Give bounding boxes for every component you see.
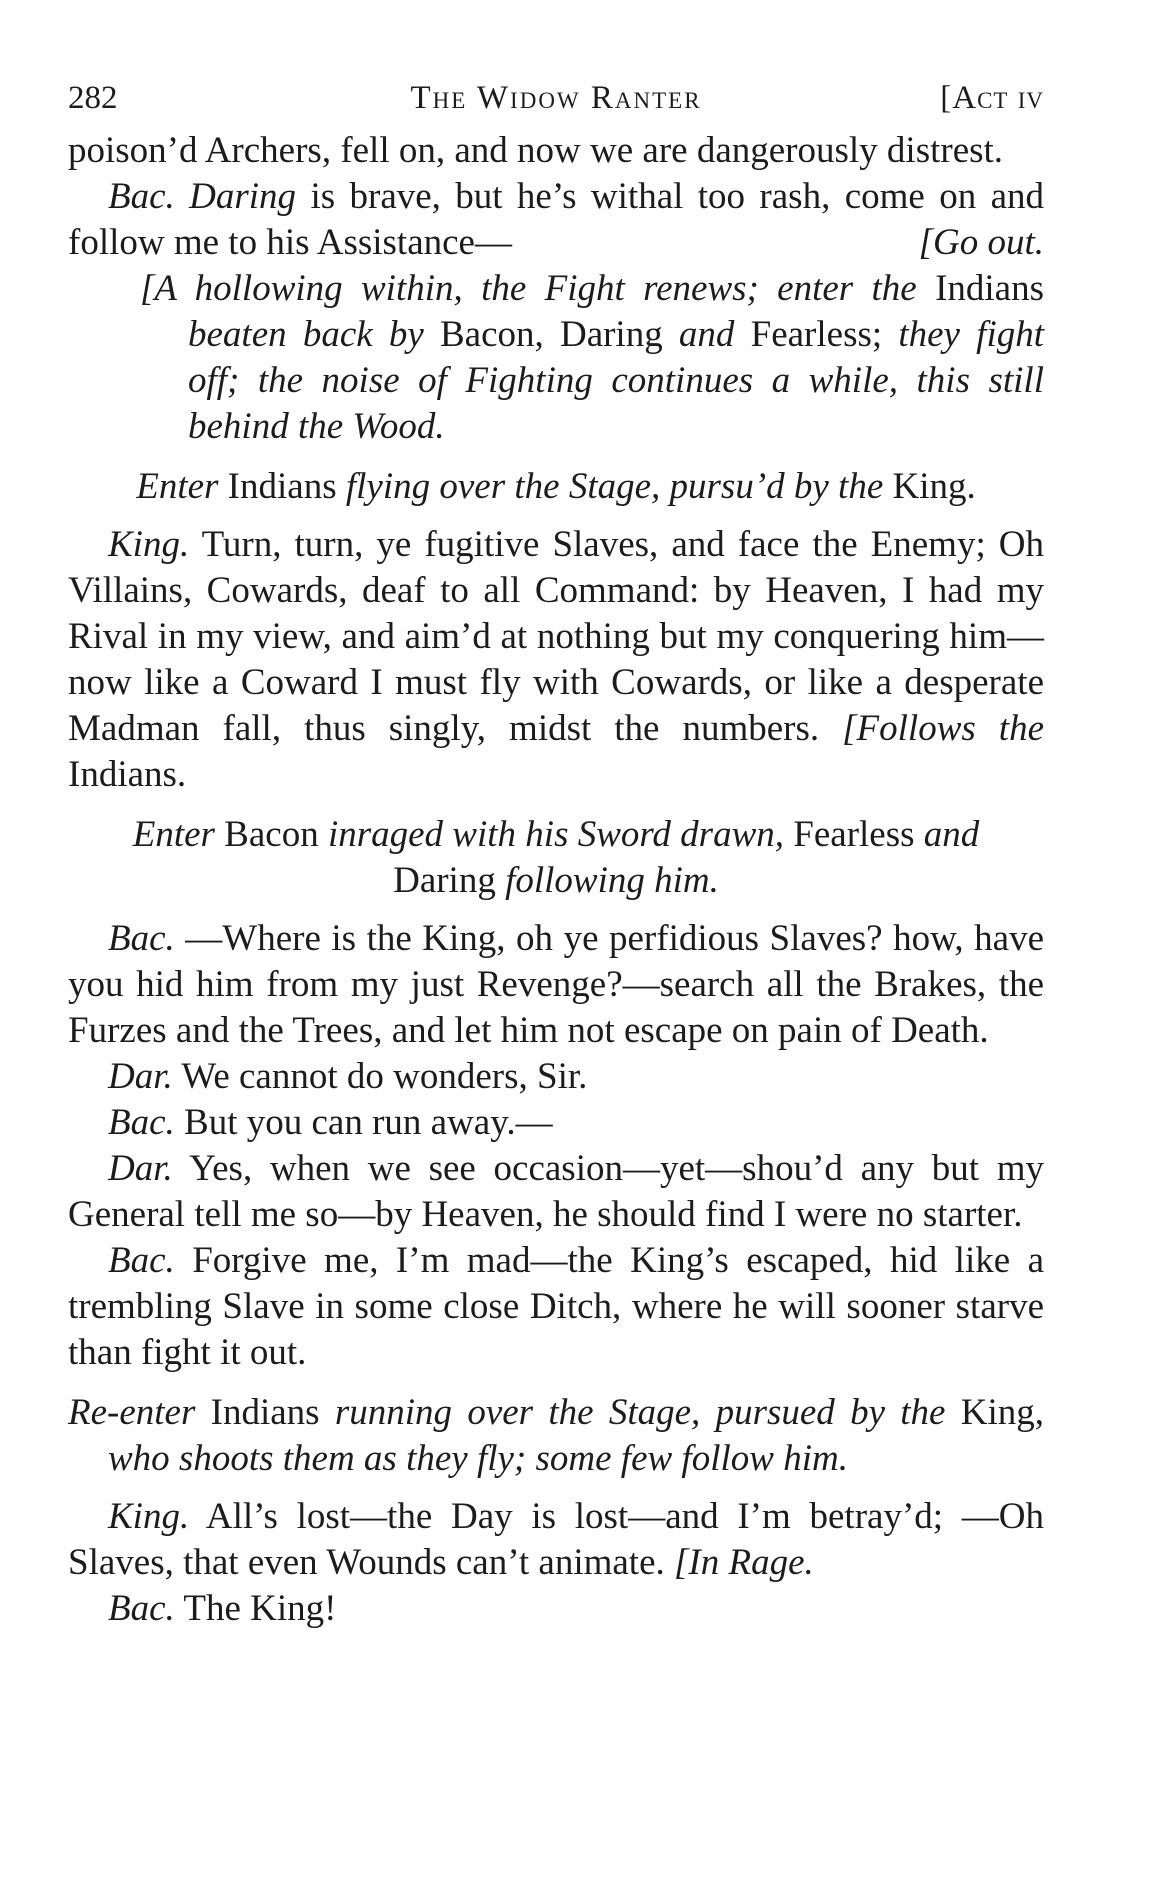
entrance-text: Enter [136,466,219,507]
entrance-name: King. [892,466,976,507]
stage-direction: [Follows the [842,708,1044,749]
speech-king-1 [68,522,1044,798]
speech-bacon-4 [68,1238,1044,1376]
stage-direction-text: and [678,314,735,355]
speech-text: The King! [183,1588,337,1629]
speaker: Bac. [108,1240,175,1281]
entrance-text: inraged with his Sword drawn, [327,814,785,855]
stage-direction-text: beaten back by [188,314,424,355]
speech-bacon-2 [68,916,1044,1054]
entrance-text: flying over the Stage, pursu’d by the [345,466,884,507]
speech-text: is brave, but he’s withal too rash, come on and follow me to his Assistance— [68,176,1044,263]
entrance-name: King, [960,1392,1045,1433]
speech-text: All’s lost—the Day is lost—and I’m betray’d; —Oh Slaves, that even Wounds can’t animate. [68,1496,1044,1583]
entrance-line [68,1390,1044,1482]
entrance-block [68,1390,1044,1482]
entrance-name: Indians [210,1392,320,1433]
paragraph: poison’d Archers, fell on, and now we are dangerously distrest. [68,130,1004,171]
running-header [68,80,1044,128]
page-number: 282 [68,80,118,116]
entrance-name: Bacon [224,814,319,855]
stage-direction-text: [A hollowing within, the Fight renews; enter the [140,268,917,309]
speaker: Bac. [108,918,175,959]
stage-direction-block [68,266,1044,450]
speaker: Dar. [108,1056,173,1097]
running-title: The Widow Ranter [410,80,702,116]
speaker: Dar. [108,1148,173,1189]
speech-bacon-5 [68,1586,1044,1632]
speech-text: Forgive me, I’m mad—the King’s escaped, hid like a trembling Slave in some close Ditch, where he will sooner starve than fight it out. [68,1240,1044,1373]
speech-text: We cannot do wonders, Sir. [181,1056,588,1097]
stage-direction: [In Rage. [674,1542,814,1583]
entrance-block [68,464,1044,510]
speech-bacon-1 [68,174,1044,266]
body-text [68,128,1044,1632]
entrance-text: running over the Stage, pursued by the [334,1392,946,1433]
entrance-line [68,812,1044,904]
entrance-text: Enter [132,814,215,855]
speaker: King. [108,1496,190,1537]
speaker: Bac. [108,1588,175,1629]
stage-direction-name: Bacon, Daring [440,314,663,355]
entrance-text: Re-enter [68,1392,196,1433]
entrance-block [68,812,1044,904]
speaker: Bac. [108,1102,175,1143]
speech-text: But you can run away.— [184,1102,553,1143]
speaker: King. [108,524,190,565]
stage-direction-name: Fearless; [750,314,883,355]
entrance-name: Indians [227,466,337,507]
stage-direction-name: Indians [935,268,1044,309]
speech-bacon-3 [68,1100,1044,1146]
act-label: [Act iv [940,80,1044,116]
speech-text: —Where is the King, oh ye perfidious Slaves? how, have you hid him from my just Revenge?—search all the Brakes, the Furzes and the Trees, and let him not escape on pain of Death. [68,918,1044,1051]
speech-daring-2 [68,1146,1044,1238]
entrance-text: and [923,814,980,855]
stage-direction-text: they fight off; the noise of Fighting continues a while, this still behind the Wood. [188,314,1045,447]
speech-text: Turn, turn, ye fugitive Slaves, and face the Enemy; Oh Villains, Cowards, deaf to all Command: by Heaven, I had my Rival in my view, and aim’d at nothing but my conquering him—now like a Coward I must fly with Cowards, or like a desperate Madman fall, thus singly, midst the numbers. [68,524,1044,749]
speech-text: Yes, when we see occasion—yet—shou’d any but my General tell me so—by Heaven, he should find I were no starter. [68,1148,1044,1235]
speech-daring-1 [68,1054,1044,1100]
speech-name: Daring [189,176,297,217]
speaker: Bac. [108,176,175,217]
speech-king-2 [68,1494,1044,1586]
book-page [68,80,1044,1632]
entrance-name: Daring [393,860,496,901]
stage-direction: [Go out. [918,222,1044,263]
stage-direction-name: Indians. [68,754,187,795]
entrance-name: Fearless [793,814,915,855]
entrance-text: following him. [505,860,719,901]
entrance-line [68,464,1044,510]
entrance-text: who shoots them as they fly; some few follow him. [108,1438,848,1479]
